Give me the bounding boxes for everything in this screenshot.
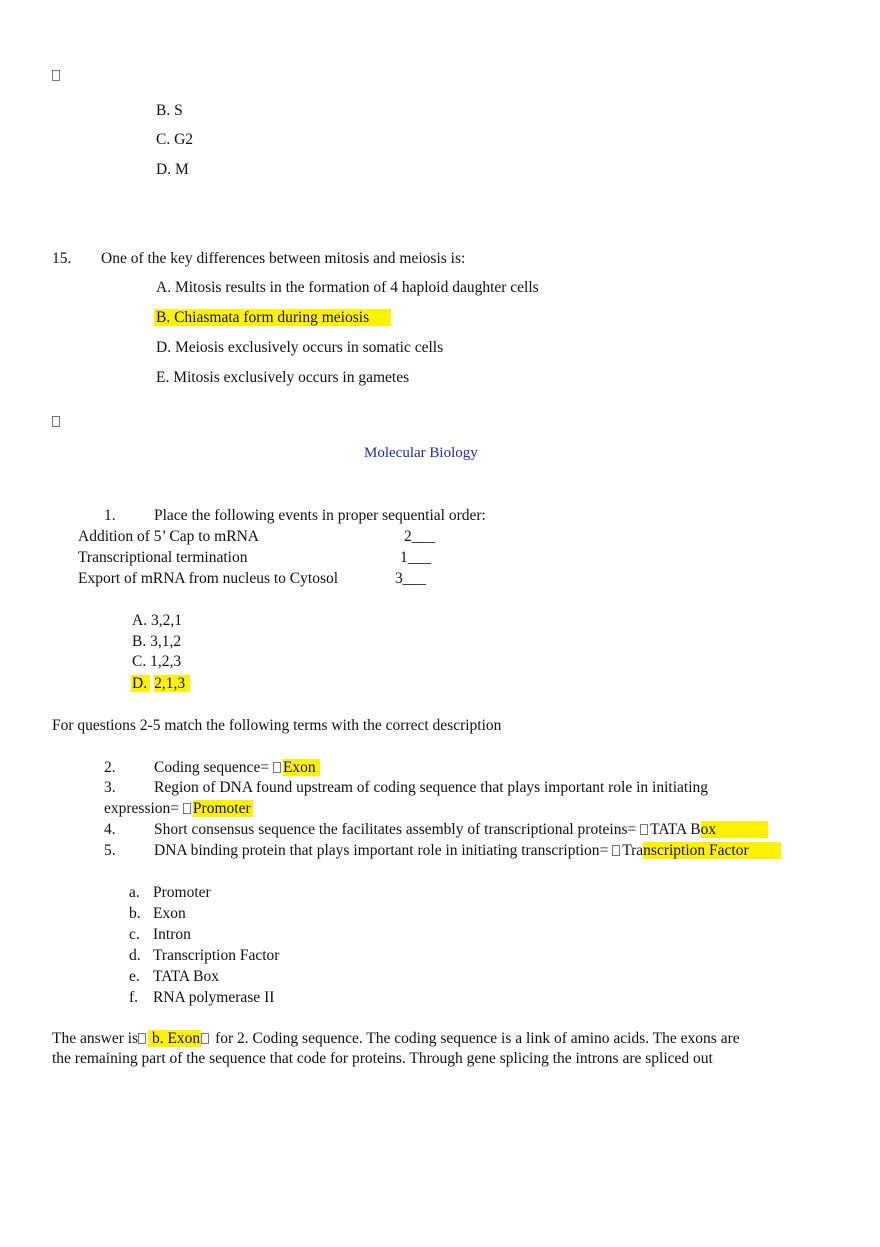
q14-option-d: D. M	[156, 161, 189, 178]
choice-letter-b: b.	[129, 905, 141, 922]
checkbox-glyph-2	[52, 412, 62, 432]
event-order-3: 3___	[395, 570, 426, 587]
answer-box-icon	[273, 762, 281, 773]
q15-option-a: A. Mitosis results in the formation of 4 haploid daughter cells	[156, 279, 539, 296]
match-intro: For questions 2-5 match the following terms with the correct description	[52, 717, 502, 734]
match-q2-line	[154, 758, 320, 778]
choice-text-c: Intron	[153, 926, 191, 943]
event-label-2: Transcriptional termination	[78, 549, 248, 566]
match-q5-number: 5.	[104, 842, 116, 859]
answer-box-icon	[138, 1033, 146, 1044]
q14-option-c: C. G2	[156, 131, 194, 148]
choice-text-a: Promoter	[153, 884, 211, 901]
match-q4-line	[154, 820, 768, 840]
q15-option-d: D. Meiosis exclusively occurs in somatic cells	[156, 339, 444, 356]
answer-box-icon	[183, 803, 191, 814]
q15-question: One of the key differences between mitosis and meiosis is:	[101, 250, 466, 267]
mb-q1-option-d-highlighted	[131, 674, 190, 694]
q15-option-e: E. Mitosis exclusively occurs in gametes	[156, 369, 410, 386]
match-q4-answer-plain: TATA B	[650, 821, 701, 838]
answer-box-icon	[640, 824, 648, 835]
match-q2-text: Coding sequence=	[154, 759, 273, 776]
match-q3-text: Region of DNA found upstream of coding sequence that plays important role in initiating	[154, 779, 709, 796]
match-q2-answer: Exon	[283, 759, 320, 776]
answer-line-1	[52, 1029, 740, 1049]
match-q3-cont-line	[104, 799, 253, 819]
q15-number: 15.	[52, 250, 72, 267]
choice-letter-c: c.	[129, 926, 140, 943]
event-order-1: 2___	[404, 528, 435, 545]
match-q4-answer-highlight: ox	[701, 821, 769, 838]
mb-q1-question: Place the following events in proper sequential order:	[154, 507, 486, 524]
event-label-3: Export of mRNA from nucleus to Cytosol	[78, 570, 339, 587]
answer-highlight: b. Exon	[148, 1030, 201, 1047]
q14-option-b: B. S	[156, 102, 183, 119]
match-q5-text: DNA binding protein that plays important role in initiating transcription=	[154, 842, 613, 859]
section-title: Molecular Biology	[364, 445, 478, 461]
event-order-2: 1___	[400, 549, 431, 566]
match-q3-cont: expression=	[104, 800, 183, 817]
mb-q1-option-b: B. 3,1,2	[132, 633, 182, 650]
q15-option-b-text: B. Chiasmata form during meiosis	[154, 309, 391, 326]
choice-text-f: RNA polymerase II	[153, 989, 275, 1006]
q15-option-b-highlighted	[154, 308, 391, 328]
mb-q1-option-c: C. 1,2,3	[132, 653, 182, 670]
match-q4-number: 4.	[104, 821, 116, 838]
choice-letter-f: f.	[129, 989, 139, 1006]
answer-box-icon	[612, 845, 620, 856]
checkbox-glyph	[52, 66, 62, 86]
match-q2-number: 2.	[104, 759, 116, 776]
choice-text-d: Transcription Factor	[153, 947, 280, 964]
mb-q1-number: 1.	[104, 507, 116, 524]
mb-q1-option-d-value: 2,1,3	[154, 675, 190, 692]
match-q5-answer-highlight: nscription Factor	[643, 842, 780, 859]
answer-line-2: the remaining part of the sequence that code for proteins. Through gene splicing the introns are spliced out	[52, 1050, 713, 1067]
choice-letter-e: e.	[129, 968, 140, 985]
answer-prefix: The answer is	[52, 1030, 139, 1047]
match-q5-line	[154, 841, 781, 861]
answer-suffix: for 2. Coding sequence. The coding sequence is a link of amino acids. The exons are	[211, 1030, 740, 1047]
match-q3-answer: Promoter	[192, 800, 251, 817]
mb-q1-option-a: A. 3,2,1	[132, 612, 182, 629]
mb-q1-option-d-letter: D.	[131, 675, 150, 692]
answer-box-icon	[201, 1033, 209, 1044]
choice-text-b: Exon	[153, 905, 186, 922]
choice-letter-d: d.	[129, 947, 141, 964]
event-label-1: Addition of 5’ Cap to mRNA	[78, 528, 259, 545]
choice-text-e: TATA Box	[153, 968, 219, 985]
match-q5-answer-plain: Tra	[622, 842, 644, 859]
match-q3-number: 3.	[104, 779, 116, 796]
choice-letter-a: a.	[129, 884, 140, 901]
match-q4-text: Short consensus sequence the facilitates assembly of transcriptional proteins=	[154, 821, 641, 838]
